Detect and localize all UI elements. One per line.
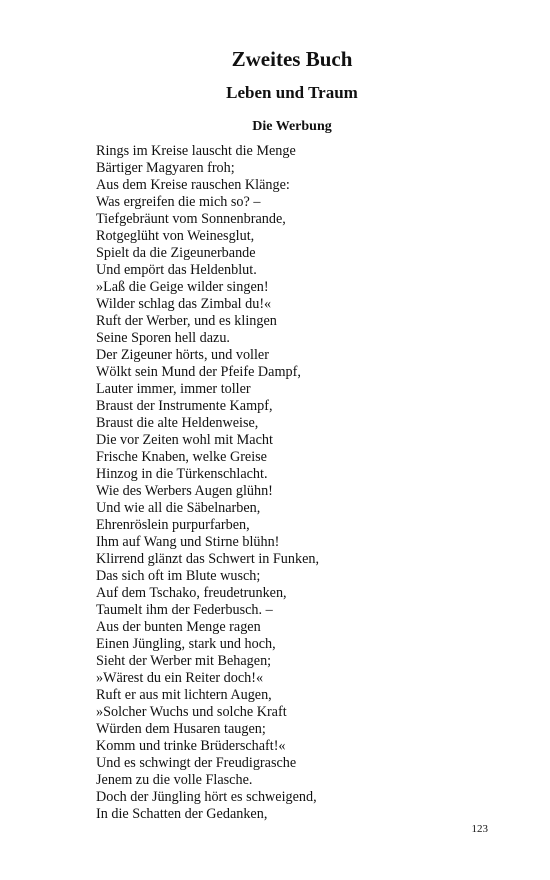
poem-line: Komm und trinke Brüderschaft!« bbox=[96, 738, 286, 754]
poem-line: Taumelt ihm der Federbusch. – bbox=[96, 602, 273, 618]
poem-line: Was ergreifen die mich so? – bbox=[96, 194, 261, 210]
poem-line: Wölkt sein Mund der Pfeife Dampf, bbox=[96, 364, 301, 380]
poem-line: Ruft er aus mit lichtern Augen, bbox=[96, 687, 272, 703]
poem-line: Lauter immer, immer toller bbox=[96, 381, 251, 397]
poem-line: Bärtiger Magyaren froh; bbox=[96, 160, 235, 176]
poem-line: Tiefgebräunt vom Sonnenbrande, bbox=[96, 211, 286, 227]
poem-line: Braust die alte Heldenweise, bbox=[96, 415, 259, 431]
poem-line: Ruft der Werber, und es klingen bbox=[96, 313, 277, 329]
poem-line: Klirrend glänzt das Schwert in Funken, bbox=[96, 551, 320, 567]
poem-line: Frische Knaben, welke Greise bbox=[96, 449, 267, 465]
poem-line: Die vor Zeiten wohl mit Macht bbox=[96, 432, 273, 448]
part-title: Leben und Traum bbox=[226, 83, 358, 102]
book-title: Zweites Buch bbox=[231, 47, 353, 71]
poem-line: Braust der Instrumente Kampf, bbox=[96, 398, 273, 414]
poem-line: Aus dem Kreise rauschen Klänge: bbox=[96, 177, 290, 193]
poem-line: Und es schwingt der Freudigrasche bbox=[96, 755, 297, 771]
page-number: 123 bbox=[471, 823, 488, 835]
poem-title: Die Werbung bbox=[252, 119, 332, 134]
poem-line: Der Zigeuner hörts, und voller bbox=[96, 347, 269, 363]
poem-line: In die Schatten der Gedanken, bbox=[96, 806, 268, 822]
poem-line: Einen Jüngling, stark und hoch, bbox=[96, 636, 276, 652]
poem-line: Jenem zu die volle Flasche. bbox=[96, 772, 253, 788]
poem-line: Seine Sporen hell dazu. bbox=[96, 330, 230, 346]
poem-line: »Solcher Wuchs und solche Kraft bbox=[96, 704, 287, 720]
poem-line: »Laß die Geige wilder singen! bbox=[96, 279, 269, 295]
poem-text bbox=[96, 143, 496, 823]
poem-line: Ihm auf Wang und Stirne blühn! bbox=[96, 534, 280, 550]
poem-line: Aus der bunten Menge ragen bbox=[96, 619, 261, 635]
poem-line: Und empört das Heldenblut. bbox=[96, 262, 257, 278]
poem-line: Das sich oft im Blute wusch; bbox=[96, 568, 261, 584]
poem-line: Doch der Jüngling hört es schweigend, bbox=[96, 789, 317, 805]
poem-line: Sieht der Werber mit Behagen; bbox=[96, 653, 272, 669]
poem-line: Wilder schlag das Zimbal du!« bbox=[96, 296, 272, 312]
poem-line: Und wie all die Säbelnarben, bbox=[96, 500, 261, 516]
poem-line: Rings im Kreise lauscht die Menge bbox=[96, 143, 296, 159]
poem-line: Spielt da die Zigeunerbande bbox=[96, 245, 256, 261]
poem-line: Auf dem Tschako, freudetrunken, bbox=[96, 585, 287, 601]
poem-line: Würden dem Husaren taugen; bbox=[96, 721, 266, 737]
poem-line: »Wärest du ein Reiter doch!« bbox=[96, 670, 264, 686]
poem-line: Hinzog in die Türkenschlacht. bbox=[96, 466, 268, 482]
poem-line: Ehrenröslein purpurfarben, bbox=[96, 517, 250, 533]
poem-line: Wie des Werbers Augen glühn! bbox=[96, 483, 273, 499]
poem-line: Rotgeglüht von Weinesglut, bbox=[96, 228, 255, 244]
